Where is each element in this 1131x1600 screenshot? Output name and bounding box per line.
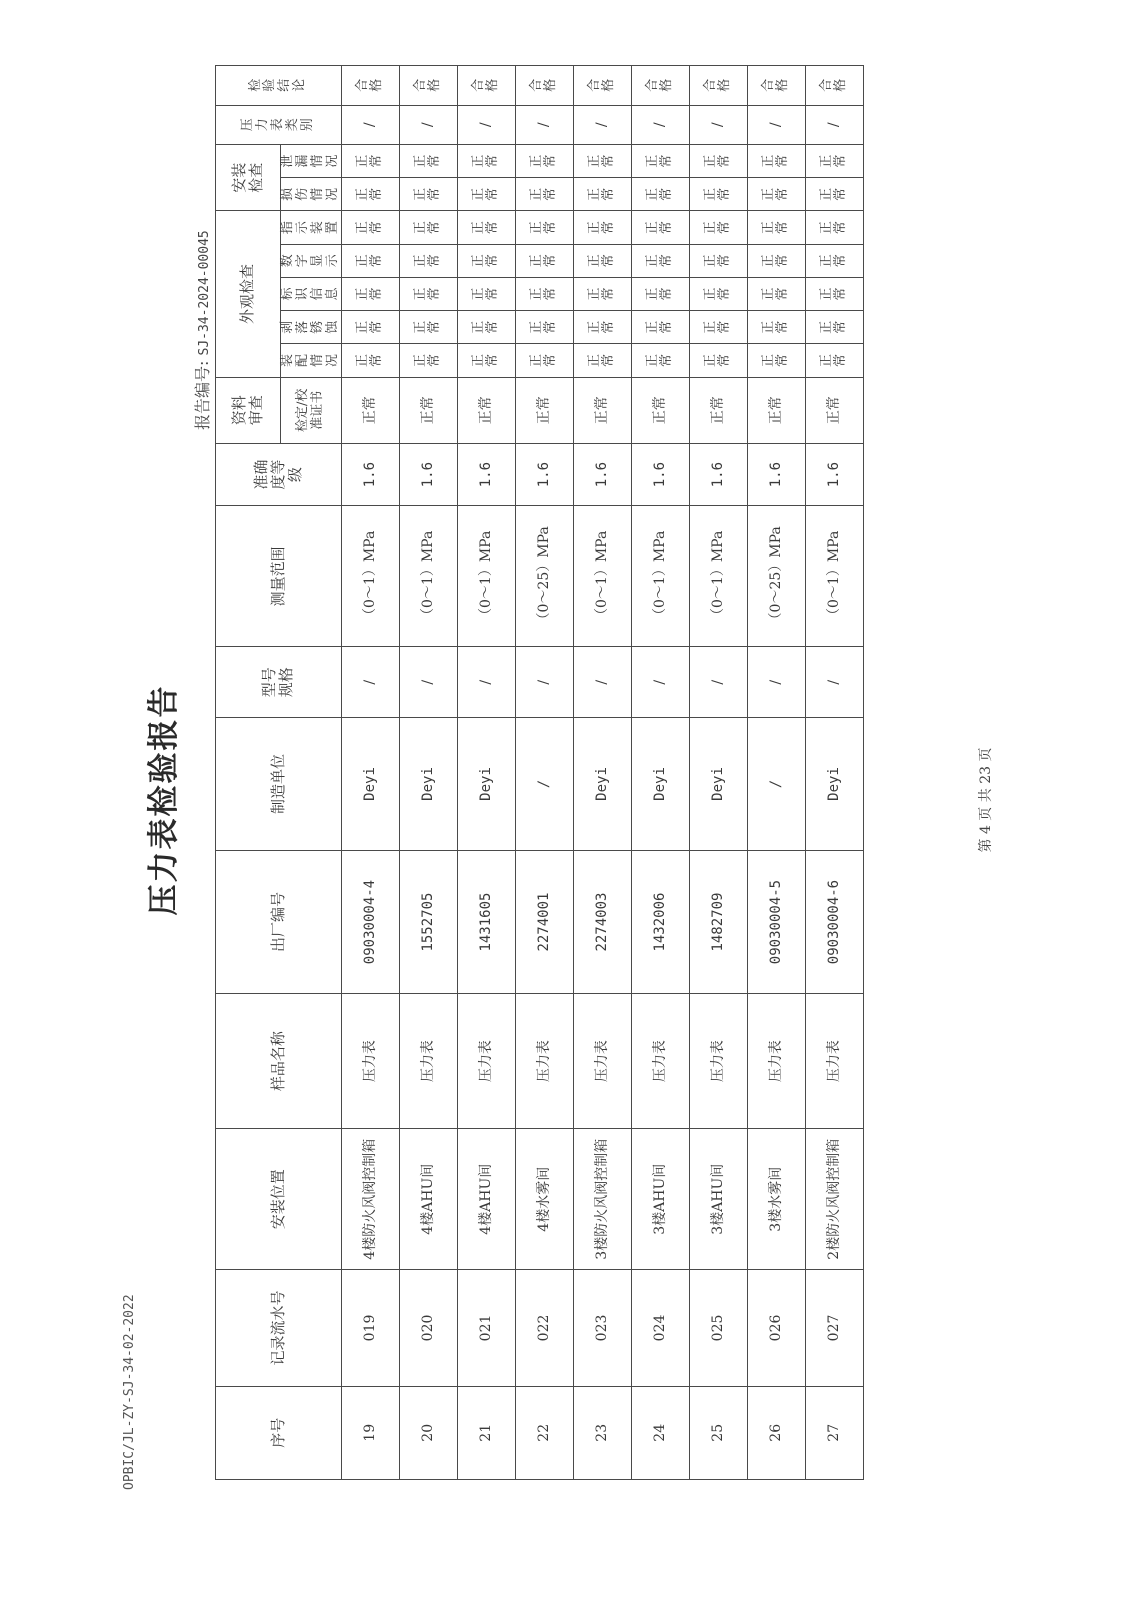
header-leakage-label: 泄漏情况 xyxy=(280,154,340,168)
cell-location: 4楼AHU间 xyxy=(457,1129,515,1270)
header-conclusion xyxy=(216,66,342,106)
header-peeling-label: 剥落锈蚀 xyxy=(280,320,340,334)
header-doc-review-label: 资料审查 xyxy=(229,395,265,426)
inspection-table xyxy=(215,65,864,1480)
cell-seq: 22 xyxy=(515,1386,573,1479)
cell-pointer-text: 正常 xyxy=(412,221,442,235)
form-code: OPBIC/JL-ZY-SJ-34-02-2022 xyxy=(122,1294,137,1490)
cell-conclusion-text: 合格 xyxy=(354,78,384,92)
cell-pointer xyxy=(457,211,515,244)
cell-peeling xyxy=(805,311,863,344)
header-pointer-label: 指示装置 xyxy=(280,221,340,235)
header-install-check xyxy=(216,145,281,211)
cell-digital xyxy=(341,244,399,277)
cell-damage-text: 正常 xyxy=(702,187,732,201)
cell-maker: Deyi xyxy=(631,718,689,851)
header-assembly xyxy=(281,344,342,377)
cell-marking-text: 正常 xyxy=(760,287,790,301)
cell-conclusion xyxy=(457,66,515,106)
cell-cert: 正常 xyxy=(573,377,631,443)
cell-marking xyxy=(747,277,805,310)
header-marking xyxy=(281,277,342,310)
cell-assembly-text: 正常 xyxy=(412,353,442,367)
cell-name: 压力表 xyxy=(341,994,399,1129)
cell-peeling-text: 正常 xyxy=(354,320,384,334)
cell-pointer xyxy=(805,211,863,244)
cell-cert: 正常 xyxy=(515,377,573,443)
cell-model: / xyxy=(399,647,457,718)
cell-maker: Deyi xyxy=(341,718,399,851)
cell-digital xyxy=(805,244,863,277)
cell-conclusion-text: 合格 xyxy=(470,78,500,92)
cell-serial: 09030004-5 xyxy=(747,850,805,993)
cell-marking-text: 正常 xyxy=(528,287,558,301)
header-range: 测量范围 xyxy=(216,506,342,647)
cell-model: / xyxy=(341,647,399,718)
header-leakage xyxy=(281,145,342,178)
cell-accuracy: 1.6 xyxy=(689,443,747,505)
cell-digital xyxy=(689,244,747,277)
cell-peeling-text: 正常 xyxy=(412,320,442,334)
cell-damage xyxy=(805,178,863,211)
report-number-label: 报告编号: xyxy=(193,360,212,430)
cell-seq: 19 xyxy=(341,1386,399,1479)
cell-record: 027 xyxy=(805,1270,863,1386)
cell-gauge-class: / xyxy=(399,105,457,144)
cell-peeling xyxy=(341,311,399,344)
cell-record: 025 xyxy=(689,1270,747,1386)
cell-range: （0～25）MPa xyxy=(515,506,573,647)
cell-serial: 09030004-4 xyxy=(341,850,399,993)
cell-assembly xyxy=(399,344,457,377)
cell-maker: Deyi xyxy=(573,718,631,851)
cell-cert: 正常 xyxy=(341,377,399,443)
cell-damage xyxy=(747,178,805,211)
cell-peeling-text: 正常 xyxy=(586,320,616,334)
cell-serial: 1552705 xyxy=(399,850,457,993)
cell-range: （0～1）MPa xyxy=(399,506,457,647)
cell-damage-text: 正常 xyxy=(644,187,674,201)
header-seq: 序号 xyxy=(216,1386,342,1479)
cell-conclusion-text: 合格 xyxy=(412,78,442,92)
header-accuracy xyxy=(216,443,342,505)
cell-assembly xyxy=(631,344,689,377)
cell-peeling xyxy=(573,311,631,344)
cell-damage-text: 正常 xyxy=(760,187,790,201)
cell-pointer-text: 正常 xyxy=(354,221,384,235)
cell-marking-text: 正常 xyxy=(586,287,616,301)
cell-assembly-text: 正常 xyxy=(354,353,384,367)
cell-leakage-text: 正常 xyxy=(412,154,442,168)
cell-model: / xyxy=(515,647,573,718)
cell-damage xyxy=(457,178,515,211)
cell-conclusion-text: 合格 xyxy=(818,78,848,92)
cell-assembly-text: 正常 xyxy=(760,353,790,367)
cell-name: 压力表 xyxy=(457,994,515,1129)
header-damage-label: 损伤情况 xyxy=(280,187,340,201)
cell-model: / xyxy=(457,647,515,718)
cell-pointer-text: 正常 xyxy=(702,221,732,235)
cell-conclusion-text: 合格 xyxy=(586,78,616,92)
table-row xyxy=(573,66,631,1480)
cell-seq: 25 xyxy=(689,1386,747,1479)
table-row xyxy=(689,66,747,1480)
header-marking-label: 标识信息 xyxy=(280,287,340,301)
cell-peeling xyxy=(747,311,805,344)
watermark xyxy=(357,1532,395,1566)
cell-accuracy: 1.6 xyxy=(805,443,863,505)
cell-assembly-text: 正常 xyxy=(528,353,558,367)
cell-leakage-text: 正常 xyxy=(702,154,732,168)
cell-leakage-text: 正常 xyxy=(818,154,848,168)
header-serial-no: 出厂编号 xyxy=(216,850,342,993)
cell-name: 压力表 xyxy=(805,994,863,1129)
cell-pointer xyxy=(747,211,805,244)
cell-damage xyxy=(573,178,631,211)
cell-range: （0～1）MPa xyxy=(689,506,747,647)
cell-marking xyxy=(457,277,515,310)
cell-assembly xyxy=(747,344,805,377)
cell-assembly xyxy=(341,344,399,377)
cell-digital xyxy=(747,244,805,277)
cell-leakage xyxy=(341,145,399,178)
cell-pointer xyxy=(399,211,457,244)
cell-location: 4楼水雾间 xyxy=(515,1129,573,1270)
cell-maker: Deyi xyxy=(805,718,863,851)
header-install-check-label: 安装检查 xyxy=(229,162,265,193)
header-assembly-label: 装配情况 xyxy=(280,353,340,367)
cell-leakage xyxy=(747,145,805,178)
cell-conclusion xyxy=(805,66,863,106)
cell-cert: 正常 xyxy=(747,377,805,443)
header-digital-label: 数字显示 xyxy=(280,254,340,268)
cell-digital-text: 正常 xyxy=(644,254,674,268)
header-digital xyxy=(281,244,342,277)
cell-maker: / xyxy=(747,718,805,851)
cell-location: 2楼防火风阀控制箱 xyxy=(805,1129,863,1270)
cell-leakage xyxy=(631,145,689,178)
cell-record: 024 xyxy=(631,1270,689,1386)
cell-seq: 26 xyxy=(747,1386,805,1479)
cell-leakage xyxy=(515,145,573,178)
cell-accuracy: 1.6 xyxy=(515,443,573,505)
header-doc-review xyxy=(216,377,281,443)
cell-serial: 1432006 xyxy=(631,850,689,993)
cell-pointer xyxy=(341,211,399,244)
cell-leakage-text: 正常 xyxy=(470,154,500,168)
cell-damage xyxy=(631,178,689,211)
cell-assembly-text: 正常 xyxy=(702,353,732,367)
header-model xyxy=(216,647,342,718)
table-row xyxy=(341,66,399,1480)
table-body xyxy=(341,66,863,1480)
cell-gauge-class: / xyxy=(341,105,399,144)
cell-accuracy: 1.6 xyxy=(573,443,631,505)
cell-pointer-text: 正常 xyxy=(470,221,500,235)
cell-peeling-text: 正常 xyxy=(818,320,848,334)
cell-damage xyxy=(689,178,747,211)
cell-conclusion xyxy=(689,66,747,106)
cell-serial: 09030004-6 xyxy=(805,850,863,993)
cell-conclusion xyxy=(515,66,573,106)
cell-assembly xyxy=(515,344,573,377)
cell-digital xyxy=(573,244,631,277)
cell-assembly-text: 正常 xyxy=(470,353,500,367)
cell-peeling xyxy=(399,311,457,344)
cell-digital xyxy=(631,244,689,277)
cell-digital-text: 正常 xyxy=(412,254,442,268)
cell-digital-text: 正常 xyxy=(354,254,384,268)
cell-range: （0～1）MPa xyxy=(631,506,689,647)
cell-gauge-class: / xyxy=(573,105,631,144)
cell-marking xyxy=(515,277,573,310)
cell-accuracy: 1.6 xyxy=(631,443,689,505)
cell-seq: 27 xyxy=(805,1386,863,1479)
header-accuracy-label: 准确度等级 xyxy=(251,459,304,490)
cell-location: 3楼AHU间 xyxy=(689,1129,747,1270)
cell-cert: 正常 xyxy=(689,377,747,443)
cell-conclusion-text: 合格 xyxy=(702,78,732,92)
cell-seq: 23 xyxy=(573,1386,631,1479)
cell-serial: 1431605 xyxy=(457,850,515,993)
cell-damage-text: 正常 xyxy=(586,187,616,201)
cell-digital-text: 正常 xyxy=(528,254,558,268)
header-damage xyxy=(281,178,342,211)
cell-assembly-text: 正常 xyxy=(586,353,616,367)
table-row xyxy=(747,66,805,1480)
cell-assembly xyxy=(573,344,631,377)
cell-range: （0～1）MPa xyxy=(341,506,399,647)
cell-digital xyxy=(399,244,457,277)
cell-conclusion-text: 合格 xyxy=(528,78,558,92)
cell-accuracy: 1.6 xyxy=(747,443,805,505)
cell-conclusion xyxy=(399,66,457,106)
cell-record: 021 xyxy=(457,1270,515,1386)
cell-location: 4楼AHU间 xyxy=(399,1129,457,1270)
report-number xyxy=(190,230,213,430)
header-appearance: 外观检查 xyxy=(216,211,281,377)
cell-record: 020 xyxy=(399,1270,457,1386)
cell-range: （0～1）MPa xyxy=(805,506,863,647)
cell-model: / xyxy=(631,647,689,718)
cell-assembly xyxy=(805,344,863,377)
cell-cert: 正常 xyxy=(457,377,515,443)
cell-accuracy: 1.6 xyxy=(341,443,399,505)
cell-gauge-class: / xyxy=(515,105,573,144)
cell-damage-text: 正常 xyxy=(412,187,442,201)
cell-range: （0～1）MPa xyxy=(573,506,631,647)
cell-location: 3楼防火风阀控制箱 xyxy=(573,1129,631,1270)
cell-pointer-text: 正常 xyxy=(818,221,848,235)
cell-maker: Deyi xyxy=(457,718,515,851)
cell-conclusion xyxy=(573,66,631,106)
cell-peeling-text: 正常 xyxy=(528,320,558,334)
cell-gauge-class: / xyxy=(805,105,863,144)
cell-leakage-text: 正常 xyxy=(644,154,674,168)
cell-seq: 24 xyxy=(631,1386,689,1479)
cell-digital-text: 正常 xyxy=(760,254,790,268)
cell-peeling-text: 正常 xyxy=(470,320,500,334)
cell-record: 019 xyxy=(341,1270,399,1386)
cell-accuracy: 1.6 xyxy=(399,443,457,505)
cell-digital-text: 正常 xyxy=(818,254,848,268)
header-location: 安装位置 xyxy=(216,1129,342,1270)
report-number-value: SJ-34-2024-00045 xyxy=(197,230,212,356)
cell-marking-text: 正常 xyxy=(644,287,674,301)
cell-digital xyxy=(457,244,515,277)
cell-conclusion xyxy=(747,66,805,106)
cell-location: 4楼防火风阀控制箱 xyxy=(341,1129,399,1270)
header-conclusion-label: 检验结论 xyxy=(247,78,308,92)
page-number: 第 4 页 共 23 页 xyxy=(978,747,994,853)
cell-leakage-text: 正常 xyxy=(586,154,616,168)
cell-model: / xyxy=(805,647,863,718)
cell-assembly-text: 正常 xyxy=(644,353,674,367)
header-manufacturer: 制造单位 xyxy=(216,718,342,851)
cell-cert: 正常 xyxy=(805,377,863,443)
cell-name: 压力表 xyxy=(573,994,631,1129)
cell-leakage-text: 正常 xyxy=(760,154,790,168)
cell-peeling-text: 正常 xyxy=(644,320,674,334)
cell-conclusion-text: 合格 xyxy=(760,78,790,92)
cell-peeling xyxy=(457,311,515,344)
cell-model: / xyxy=(747,647,805,718)
cell-maker: Deyi xyxy=(689,718,747,851)
cell-gauge-class: / xyxy=(457,105,515,144)
cell-seq: 21 xyxy=(457,1386,515,1479)
cell-maker: / xyxy=(515,718,573,851)
cell-leakage xyxy=(457,145,515,178)
cell-marking-text: 正常 xyxy=(412,287,442,301)
header-cert-label: 检定/校准证书 xyxy=(294,388,325,432)
cell-cert: 正常 xyxy=(399,377,457,443)
cell-serial: 2274001 xyxy=(515,850,573,993)
cell-damage-text: 正常 xyxy=(470,187,500,201)
cell-name: 压力表 xyxy=(515,994,573,1129)
cell-leakage xyxy=(689,145,747,178)
table-row xyxy=(515,66,573,1480)
cell-conclusion xyxy=(341,66,399,106)
cell-marking xyxy=(399,277,457,310)
cell-marking xyxy=(805,277,863,310)
cell-damage-text: 正常 xyxy=(354,187,384,201)
cell-gauge-class: / xyxy=(689,105,747,144)
cell-name: 压力表 xyxy=(689,994,747,1129)
cell-gauge-class: / xyxy=(747,105,805,144)
cell-damage-text: 正常 xyxy=(528,187,558,201)
cell-pointer-text: 正常 xyxy=(760,221,790,235)
cell-marking-text: 正常 xyxy=(354,287,384,301)
header-record-no: 记录流水号 xyxy=(216,1270,342,1386)
cell-name: 压力表 xyxy=(631,994,689,1129)
cell-digital-text: 正常 xyxy=(586,254,616,268)
cell-digital xyxy=(515,244,573,277)
cell-peeling xyxy=(689,311,747,344)
cell-maker: Deyi xyxy=(399,718,457,851)
cell-conclusion xyxy=(631,66,689,106)
cell-peeling-text: 正常 xyxy=(702,320,732,334)
cell-pointer-text: 正常 xyxy=(586,221,616,235)
cell-model: / xyxy=(689,647,747,718)
cell-seq: 20 xyxy=(399,1386,457,1479)
cell-record: 023 xyxy=(573,1270,631,1386)
cell-gauge-class: / xyxy=(631,105,689,144)
cell-leakage xyxy=(573,145,631,178)
cell-peeling xyxy=(631,311,689,344)
table-row xyxy=(457,66,515,1480)
cell-leakage xyxy=(805,145,863,178)
cell-peeling xyxy=(515,311,573,344)
cell-range: （0～1）MPa xyxy=(457,506,515,647)
cell-pointer xyxy=(689,211,747,244)
cell-assembly xyxy=(457,344,515,377)
cell-model: / xyxy=(573,647,631,718)
cell-damage xyxy=(341,178,399,211)
header-peeling xyxy=(281,311,342,344)
header-pointer xyxy=(281,211,342,244)
cell-marking xyxy=(631,277,689,310)
cell-serial: 1482709 xyxy=(689,850,747,993)
cell-damage xyxy=(399,178,457,211)
cell-conclusion-text: 合格 xyxy=(644,78,674,92)
cell-range: （0～25）MPa xyxy=(747,506,805,647)
cell-accuracy: 1.6 xyxy=(457,443,515,505)
cell-digital-text: 正常 xyxy=(470,254,500,268)
header-sample-name: 样品名称 xyxy=(216,994,342,1129)
cell-record: 022 xyxy=(515,1270,573,1386)
table-row xyxy=(631,66,689,1480)
cell-marking xyxy=(689,277,747,310)
header-cert xyxy=(281,377,342,443)
cell-pointer-text: 正常 xyxy=(528,221,558,235)
table-row xyxy=(805,66,863,1480)
cell-assembly-text: 正常 xyxy=(818,353,848,367)
cell-marking xyxy=(341,277,399,310)
header-model-label: 型号规格 xyxy=(260,667,296,698)
cell-damage xyxy=(515,178,573,211)
header-gauge-class xyxy=(216,105,342,144)
cell-leakage-text: 正常 xyxy=(528,154,558,168)
cell-leakage xyxy=(399,145,457,178)
page-title: 压力表检验报告 xyxy=(146,684,182,916)
cell-pointer xyxy=(573,211,631,244)
cell-digital-text: 正常 xyxy=(702,254,732,268)
header-gauge-class-label: 压力表类别 xyxy=(240,118,315,132)
cell-name: 压力表 xyxy=(747,994,805,1129)
cell-location: 3楼AHU间 xyxy=(631,1129,689,1270)
cell-pointer-text: 正常 xyxy=(644,221,674,235)
cell-damage-text: 正常 xyxy=(818,187,848,201)
cell-peeling-text: 正常 xyxy=(760,320,790,334)
cell-cert: 正常 xyxy=(631,377,689,443)
table-row xyxy=(399,66,457,1480)
cell-name: 压力表 xyxy=(399,994,457,1129)
cell-pointer xyxy=(515,211,573,244)
cell-location: 3楼水雾间 xyxy=(747,1129,805,1270)
cell-marking-text: 正常 xyxy=(818,287,848,301)
cell-assembly xyxy=(689,344,747,377)
cell-pointer xyxy=(631,211,689,244)
cell-marking-text: 正常 xyxy=(702,287,732,301)
cell-serial: 2274003 xyxy=(573,850,631,993)
cell-leakage-text: 正常 xyxy=(354,154,384,168)
cell-marking xyxy=(573,277,631,310)
cell-marking-text: 正常 xyxy=(470,287,500,301)
cell-record: 026 xyxy=(747,1270,805,1386)
